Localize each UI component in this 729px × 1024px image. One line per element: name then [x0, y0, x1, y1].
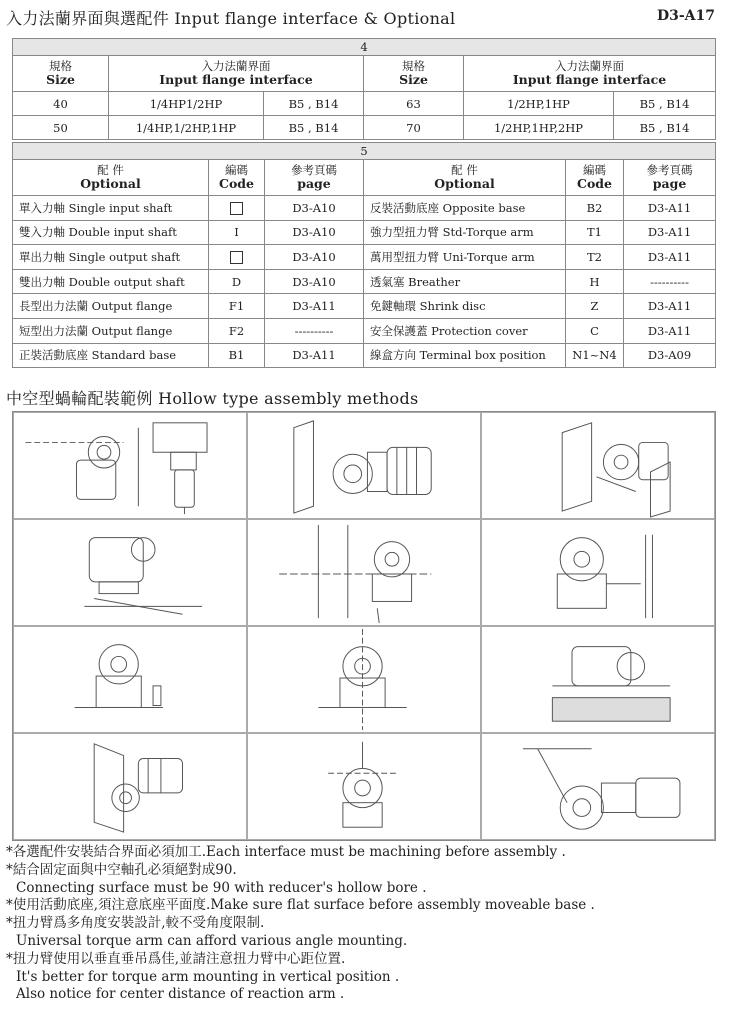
code-header: 編碼 Code: [566, 160, 624, 196]
checkbox-icon: [230, 202, 243, 215]
assembly-drawing: [481, 412, 715, 519]
note-line: Connecting surface must be 90 with reducer's hollow bore .: [16, 879, 427, 896]
page-title: 入力法蘭界面與選配件 Input flange interface & Optional: [6, 9, 456, 28]
table-row: 短型出力法蘭 Output flange F2 ---------- 安全保護蓋 Protection cover C D3-A11: [13, 318, 716, 343]
note-line: *各選配件安裝結合界面必須加工.Each interface must be machining before assembly .: [6, 844, 566, 860]
note-line: *結合固定面與中空軸孔必須絕對成90.: [6, 861, 237, 878]
table-row: 單入力軸 Single input shaft D3-A10 反裝活動底座 Opposite base B2 D3-A11: [13, 196, 716, 221]
table-row: 雙入力軸 Double input shaft I D3-A10 強力型扭力臂 Std-Torque arm T1 D3-A11: [13, 220, 716, 245]
assembly-drawing: [247, 412, 481, 519]
note-line: Also notice for center distance of reaction arm .: [16, 986, 345, 1003]
assembly-drawing: [13, 733, 247, 840]
section-title: 中空型蝸輪配裝範例 Hollow type assembly methods: [6, 389, 419, 408]
note-line: It's better for torque arm mounting in vertical position .: [16, 968, 400, 985]
table-row: 40 1/4HP1/2HP B5 , B14 63 1/2HP,1HP B5 , B14: [13, 92, 716, 116]
assembly-drawing: [13, 626, 247, 733]
assembly-drawing: [481, 519, 715, 626]
assembly-illustrations: [12, 411, 716, 841]
assembly-drawing: [247, 626, 481, 733]
checkbox-icon: [230, 251, 243, 264]
table-row: 單出力軸 Single output shaft D3-A10 萬用型扭力臂 Uni-Torque arm T2 D3-A11: [13, 245, 716, 270]
page-header-cell: 參考頁碼 page: [624, 160, 716, 196]
assembly-notes: [6, 844, 721, 1004]
optional-header: 配 件 Optional: [364, 160, 566, 196]
page-code: D3-A17: [656, 8, 715, 24]
assembly-drawing: [481, 733, 715, 840]
optional-header: 配 件 Optional: [13, 160, 209, 196]
note-line: *使用活動底座,須注意底座平面度.Make sure flat surface before assembly moveable base .: [6, 897, 595, 914]
size-header: 規格 Size: [364, 56, 464, 92]
assembly-drawing: [13, 519, 247, 626]
code-header: 編碼 Code: [209, 160, 265, 196]
table-row: 50 1/4HP,1/2HP,1HP B5 , B14 70 1/2HP,1HP,2HP B5 , B14: [13, 116, 716, 140]
size-header: 規格 Size: [13, 56, 109, 92]
assembly-drawing: [247, 519, 481, 626]
assembly-drawing: [13, 412, 247, 519]
note-line: *扭力臂爲多角度安裝設計,較不受角度限制.: [6, 915, 265, 932]
table-row: 正裝活動底座 Standard base B1 D3-A11 線盒方向 Terminal box position N1~N4 D3-A09: [13, 343, 716, 368]
assembly-drawing: [481, 626, 715, 733]
section-number: 5: [13, 143, 716, 160]
optional-parts-table: [12, 142, 716, 368]
table-row: 雙出力軸 Double output shaft D D3-A10 透氣塞 Breather H ----------: [13, 269, 716, 294]
page-header: [0, 4, 729, 30]
note-line: Universal torque arm can afford various angle mounting.: [16, 932, 408, 949]
note-line: *扭力臂使用以垂直垂吊爲佳,並請注意扭力臂中心距位置.: [6, 950, 346, 967]
table-row: 長型出力法蘭 Output flange F1 D3-A11 免鍵軸環 Shrink disc Z D3-A11: [13, 294, 716, 319]
assembly-drawing: [247, 733, 481, 840]
page-header-cell: 參考頁碼 page: [265, 160, 364, 196]
input-flange-table: [12, 38, 716, 140]
interface-header: 入力法蘭界面 Input flange interface: [109, 56, 364, 92]
section-number: 4: [13, 39, 716, 56]
interface-header: 入力法蘭界面 Input flange interface: [464, 56, 716, 92]
